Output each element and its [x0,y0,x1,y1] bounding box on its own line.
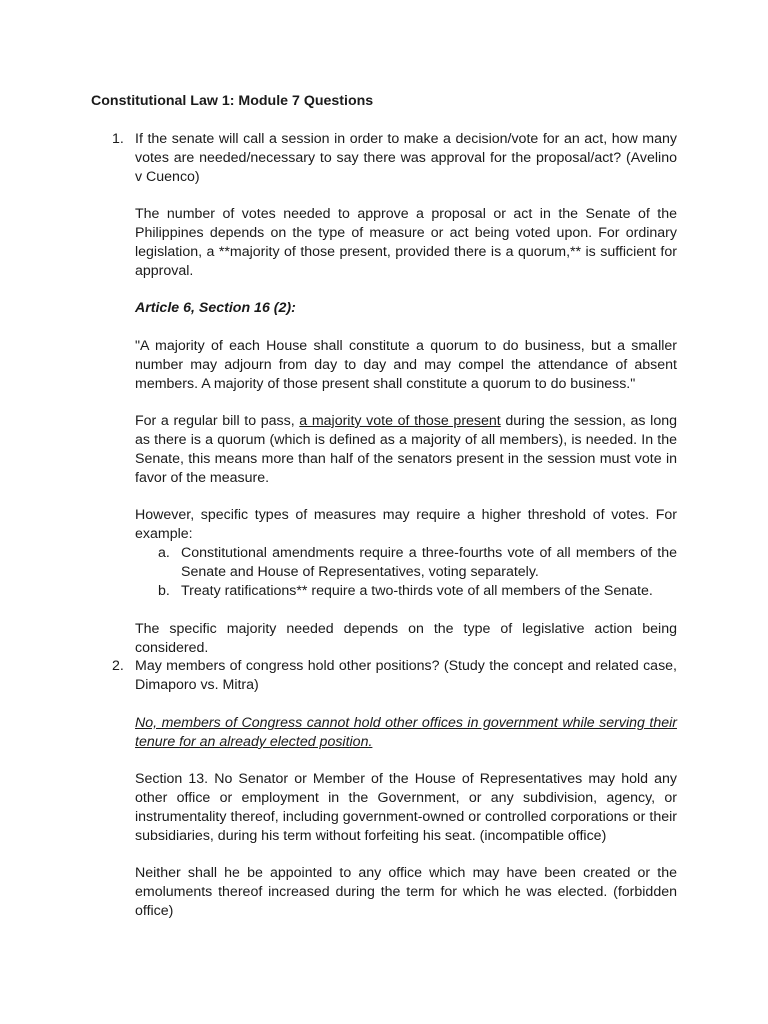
however-paragraph: However, specific types of measures may require a higher threshold of votes. For example: [135,507,677,542]
document-title: Constitutional Law 1: Module 7 Questions [91,93,374,109]
article-heading: Article 6, Section 16 (2): [135,300,296,316]
question-2-number: 2. [112,658,124,674]
answer-1-intro: The number of votes needed to approve a proposal or act in the Senate of the Philippines depends on the type of measure or act being voted upon. For ordinary legislation, a **majority of those present, provided there is a quorum,** is sufficient for approval. [135,206,677,279]
example-a-marker: a. [158,545,170,561]
regular-bill-paragraph [135,412,677,488]
regular-bill-pre: For a regular bill to pass, [135,413,300,429]
regular-bill-underlined: a majority vote of those present [299,413,501,429]
example-b-text: Treaty ratifications** require a two-thirds vote of all members of the Senate. [181,583,653,599]
question-1-text: If the senate will call a session in order to make a decision/vote for an act, how many votes are needed/necessary to say there was approval for the proposal/act? (Avelino v Cuenco) [135,131,677,185]
forbidden-office-paragraph: Neither shall he be appointed to any office which may have been created or the emoluments thereof increased during the term for which he was elected. (forbidden office) [135,865,677,919]
answer-2-text: No, members of Congress cannot hold other offices in government while serving their tenure for an already elected position. [135,715,677,750]
article-quote: "A majority of each House shall constitute a quorum to do business, but a smaller number may adjourn from day to day and may compel the attendance of absent members. A majority of those present shall constitute a quorum to do business." [135,338,677,392]
question-2-text: May members of congress hold other positions? (Study the concept and related case, Dimaporo vs. Mitra) [135,658,677,693]
conclusion-paragraph: The specific majority needed depends on the type of legislative action being considered. [135,621,677,656]
question-1-number: 1. [112,131,124,147]
regular-bill-post: during the session, as long as there is a quorum (which is defined as a majority of all members), is needed. In the Senate, this means more than half of the senators present in the session must vote in favor of the measure. [135,413,677,486]
example-a-text: Constitutional amendments require a three-fourths vote of all members of the Senate and House of Representatives, voting separately. [181,545,677,580]
section-13-paragraph: Section 13. No Senator or Member of the House of Representatives may hold any other office or employment in the Government, or any subdivision, agency, or instrumentality thereof, including government-owned or controlled corporations or their subsidiaries, during his term without forfeiting his seat. (incompatible office) [135,771,677,844]
example-b-marker: b. [158,583,170,599]
